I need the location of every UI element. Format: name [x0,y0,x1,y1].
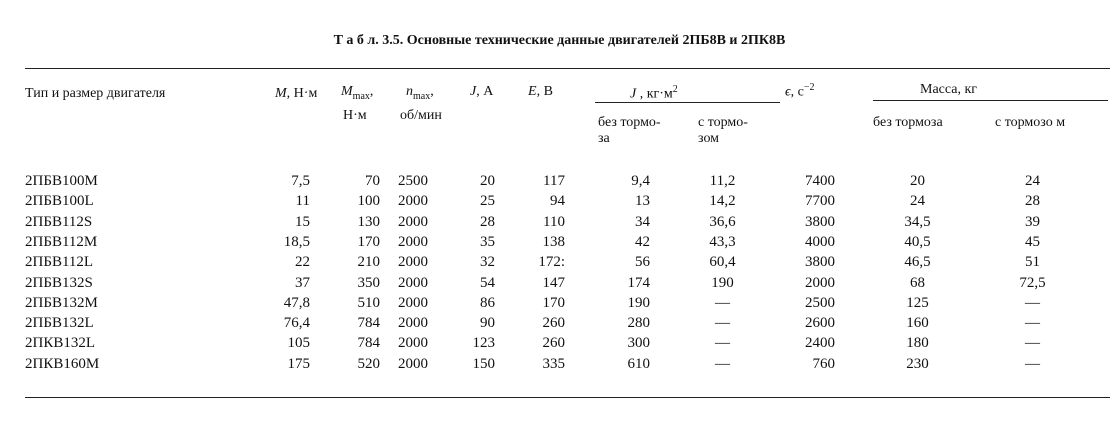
cell-inertia-with-brake: 190 [711,274,734,291]
cell-inertia-with-brake: 60,4 [709,254,736,271]
cell-inertia-with-brake: 43,3 [709,233,736,250]
cell-voltage: 117 [543,173,565,189]
cell-mass-no-brake: 40,5 [904,233,931,250]
cell-max-speed: 2000 [398,315,428,332]
cell-type: 2ПБВ112М [25,233,98,250]
header-type: Тип и размер двигателя [25,86,166,101]
cell-max-torque: 70 [365,173,380,189]
cell-current: 86 [480,294,495,311]
cell-mass-with-brake: — [1025,355,1040,372]
cell-mass-with-brake: — [1025,315,1040,332]
cell-torque: 22 [295,254,310,271]
cell-max-speed: 2500 [398,173,428,189]
mass-subrule [873,100,1108,101]
cell-current: 35 [480,233,495,250]
table-title: Т а б л. 3.5. Основные технические данные двигателей 2ПБ8В и 2ПК8В [333,33,786,48]
cell-inertia-no-brake: 300 [627,335,650,352]
cell-acceleration: 7400 [805,173,835,189]
cell-mass-no-brake: 20 [910,173,925,189]
cell-inertia-with-brake: — [715,294,730,311]
cell-voltage: 335 [542,355,565,372]
cell-max-torque: 520 [357,355,380,372]
cell-torque: 11 [295,193,310,210]
cell-inertia-no-brake: 13 [635,193,650,210]
cell-max-speed: 2000 [398,193,428,210]
cell-inertia-with-brake: — [715,335,730,352]
cell-acceleration: 4000 [805,233,835,250]
cell-mass-with-brake: — [1025,294,1040,311]
cell-inertia-no-brake: 280 [627,315,650,332]
cell-type: 2ПКВ132L [25,335,96,352]
cell-max-torque: 100 [357,193,380,210]
cell-type: 2ПКВ160М [25,355,100,372]
cell-inertia-with-brake: 11,2 [709,173,736,189]
header-mass: Масса, кг [920,82,978,97]
cell-current: 90 [480,315,495,332]
cell-acceleration: 2600 [805,315,835,332]
cell-type: 2ПБВ132М [25,294,98,311]
cell-inertia-no-brake: 174 [627,274,650,291]
cell-voltage: 260 [542,315,565,332]
cell-mass-with-brake: 51 [1025,254,1040,271]
header-max-speed: $n_{max}$, [406,84,434,102]
cell-acceleration: 2500 [805,294,835,311]
cell-acceleration: 2400 [805,335,835,352]
cell-type: 2ПБВ132L [25,315,94,332]
cell-mass-no-brake: 68 [910,274,925,291]
cell-inertia-no-brake: 9,4 [631,173,650,189]
cell-torque: 175 [287,355,310,372]
cell-torque: 7,5 [291,173,310,189]
cell-max-speed: 2000 [398,335,428,352]
cell-torque: 18,5 [283,233,310,250]
cell-voltage: 110 [543,213,565,230]
header-max-torque-unit: Н·м [343,108,367,123]
cell-mass-no-brake: 46,5 [904,254,931,271]
cell-max-speed: 2000 [398,233,428,250]
cell-max-torque: 210 [357,254,380,271]
cell-inertia-no-brake: 34 [635,213,650,230]
cell-acceleration: 7700 [805,193,835,210]
cell-torque: 76,4 [283,315,310,332]
cell-inertia-with-brake: — [715,355,730,372]
cell-type: 2ПБВ100L [25,193,94,210]
cell-current: 32 [480,254,495,271]
cell-inertia-no-brake: 190 [627,294,650,311]
cell-inertia-with-brake: 36,6 [709,213,736,230]
header-inertia-no-brake: без тормо- за [598,115,661,146]
cell-max-torque: 784 [357,335,380,352]
cell-max-speed: 2000 [398,254,428,271]
cell-mass-with-brake: 39 [1025,213,1040,230]
cell-mass-with-brake: 24 [1025,173,1040,189]
cell-mass-no-brake: 180 [906,335,929,352]
cell-acceleration: 3800 [805,213,835,230]
cell-max-torque: 350 [357,274,380,291]
cell-inertia-no-brake: 56 [635,254,650,271]
cell-acceleration: 2000 [805,274,835,291]
cell-inertia-no-brake: 610 [627,355,650,372]
header-inertia-with-brake: с тормо- зом [698,115,748,146]
cell-type: 2ПБВ132S [25,274,93,291]
cell-voltage: 170 [542,294,565,311]
cell-mass-no-brake: 160 [906,315,929,332]
cell-current: 123 [472,335,495,352]
cell-voltage: 260 [542,335,565,352]
header-mass-no-brake: без тормоза [873,115,943,130]
header-inertia: J , $кг\cdot м^2$ [630,84,678,102]
cell-max-speed: 2000 [398,355,428,372]
cell-torque: 37 [295,274,310,291]
header-voltage: E, В [528,84,553,99]
header-mass-with-brake: с тормозо м [995,115,1066,130]
header-torque: M, Н·м [275,86,318,101]
cell-current: 54 [480,274,495,291]
cell-torque: 15 [295,213,310,230]
cell-type: 2ПБВ112S [25,213,93,230]
cell-max-speed: 2000 [398,294,428,311]
cell-voltage: 138 [542,233,565,250]
bottom-rule [25,397,1110,398]
cell-inertia-no-brake: 42 [635,233,650,250]
header-max-torque: $M_{max}$, [341,84,374,102]
header-acceleration: ϵ, $с^{-2}$ [785,82,815,100]
header-current: J, А [470,84,494,99]
cell-voltage: 172: [538,254,565,271]
cell-torque: 105 [287,335,310,352]
cell-current: 150 [472,355,495,372]
cell-mass-with-brake: 72,5 [1019,274,1046,291]
cell-voltage: 94 [550,193,565,210]
cell-current: 20 [480,173,495,189]
cell-torque: 47,8 [283,294,310,311]
cell-type: 2ПБВ112L [25,254,94,271]
cell-acceleration: 3800 [805,254,835,271]
cell-max-torque: 170 [357,233,380,250]
cell-max-speed: 2000 [398,213,428,230]
cell-current: 25 [480,193,495,210]
cell-inertia-with-brake: — [715,315,730,332]
cell-voltage: 147 [542,274,565,291]
inertia-subrule [595,102,780,103]
cell-mass-no-brake: 24 [910,193,925,210]
top-rule [25,68,1110,69]
cell-mass-no-brake: 230 [906,355,929,372]
cell-max-torque: 510 [357,294,380,311]
cell-max-torque: 130 [357,213,380,230]
cell-mass-no-brake: 34,5 [904,213,931,230]
header-max-speed-unit: об/мин [400,108,442,123]
cell-mass-with-brake: — [1025,335,1040,352]
cell-current: 28 [480,213,495,230]
cell-max-torque: 784 [357,315,380,332]
cell-acceleration: 760 [812,355,835,372]
cell-type: 2ПБВ100М [25,173,98,189]
cell-max-speed: 2000 [398,274,428,291]
cell-inertia-with-brake: 14,2 [709,193,736,210]
cell-mass-with-brake: 45 [1025,233,1040,250]
cell-mass-no-brake: 125 [906,294,929,311]
cell-mass-with-brake: 28 [1025,193,1040,210]
